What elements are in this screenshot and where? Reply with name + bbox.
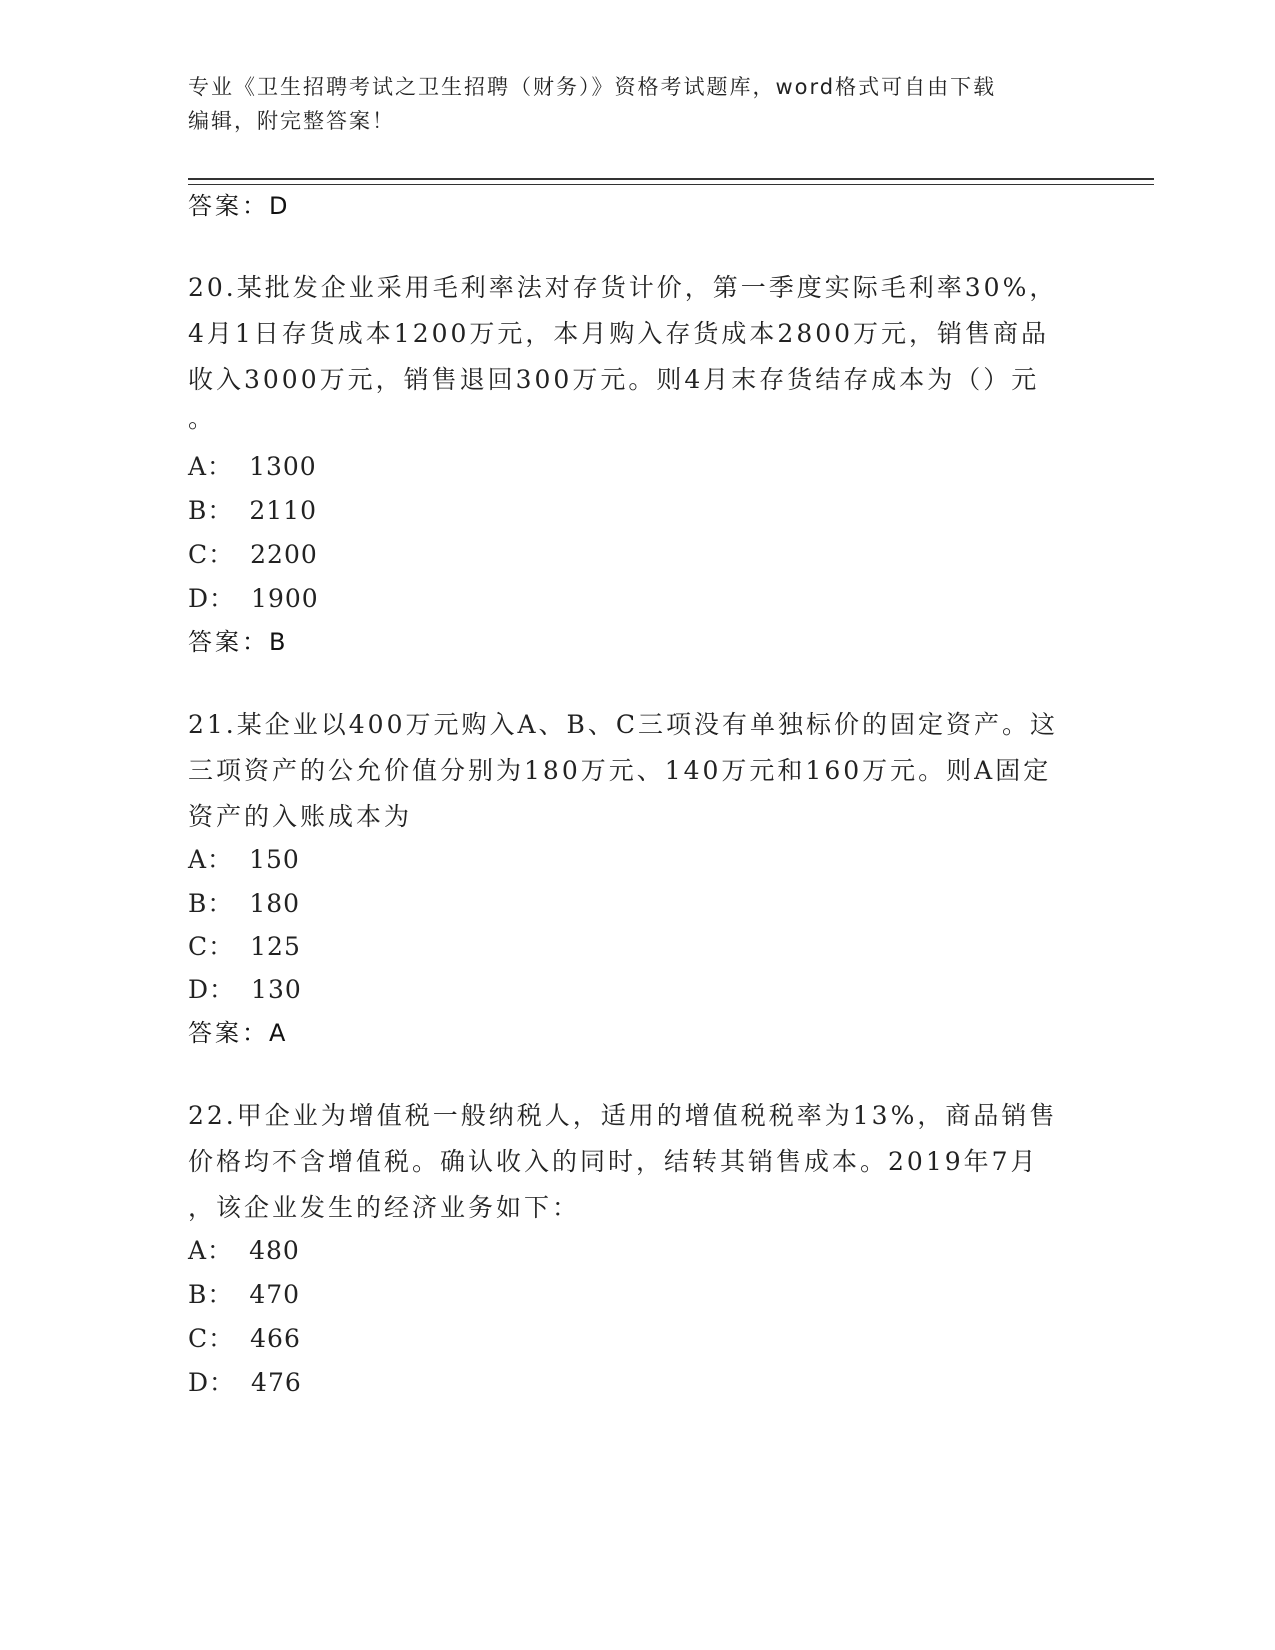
question-22-option-b — [188, 1275, 300, 1311]
option-value: 180 — [249, 889, 301, 918]
stem-line: 资产的入账成本为 — [188, 802, 413, 831]
option-key: B： — [188, 496, 234, 525]
option-key: C： — [188, 540, 235, 569]
option-key: C： — [188, 932, 235, 961]
header-divider-thin — [188, 184, 1154, 185]
stem-line: 。 — [188, 404, 217, 433]
option-value: 125 — [250, 932, 301, 961]
option-value: 466 — [250, 1324, 301, 1353]
option-value: 130 — [251, 975, 302, 1004]
option-value: 1300 — [249, 452, 317, 481]
question-20-option-a — [188, 447, 317, 483]
stem-line: 三项资产的公允价值分别为180万元、140万元和160万元。则A固定 — [188, 756, 1052, 785]
option-key: A： — [188, 845, 234, 874]
option-key: D： — [188, 975, 236, 1004]
stem-line: ，该企业发生的经济业务如下： — [188, 1193, 581, 1222]
question-21-option-a — [188, 840, 300, 876]
question-20-option-d — [188, 579, 319, 615]
option-key: D： — [188, 1368, 236, 1397]
question-20-option-b — [188, 491, 317, 527]
stem-line: 21.某企业以400万元购入A、B、C三项没有单独标价的固定资产。这 — [188, 710, 1059, 739]
option-key: B： — [188, 889, 234, 918]
option-value: 470 — [249, 1280, 301, 1309]
header-divider-thick — [188, 178, 1154, 180]
stem-line: 4月1日存货成本1200万元，本月购入存货成本2800万元，销售商品 — [188, 319, 1050, 348]
option-key: A： — [188, 452, 234, 481]
stem-line: 收入3000万元，销售退回300万元。则4月末存货结存成本为（）元 — [188, 365, 1040, 394]
question-20-option-c — [188, 535, 318, 571]
page-header — [188, 70, 1088, 138]
option-key: A： — [188, 1236, 234, 1265]
answer-value: B — [269, 628, 287, 656]
stem-line: 价格均不含增值税。确认收入的同时，结转其销售成本。2019年7月 — [188, 1147, 1039, 1176]
option-key: D： — [188, 584, 236, 613]
question-22-stem — [188, 1093, 1088, 1231]
option-key: B： — [188, 1280, 234, 1309]
question-22-option-d — [188, 1363, 302, 1399]
option-value: 1900 — [251, 584, 319, 613]
question-20-answer — [188, 622, 286, 657]
question-22-option-c — [188, 1319, 301, 1355]
question-21-option-d — [188, 970, 302, 1006]
question-22-option-a — [188, 1231, 300, 1267]
answer-value: D — [269, 192, 289, 220]
question-21-option-b — [188, 884, 300, 920]
answer-label: 答案： — [188, 628, 269, 656]
option-value: 150 — [249, 845, 300, 874]
answer-line-prev — [188, 186, 288, 221]
question-20-stem — [188, 265, 1088, 435]
answer-value: A — [269, 1019, 287, 1047]
answer-label: 答案： — [188, 192, 269, 220]
question-21-stem — [188, 702, 1088, 840]
question-21-option-c — [188, 927, 301, 963]
option-key: C： — [188, 1324, 235, 1353]
stem-line: 22.甲企业为增值税一般纳税人，适用的增值税税率为13%，商品销售 — [188, 1101, 1058, 1130]
stem-line: 20.某批发企业采用毛利率法对存货计价，第一季度实际毛利率30%， — [188, 273, 1058, 302]
option-value: 2200 — [250, 540, 318, 569]
option-value: 480 — [249, 1236, 300, 1265]
question-21-answer — [188, 1013, 286, 1048]
header-line-2: 编辑，附完整答案！ — [188, 109, 395, 133]
header-line-1: 专业《卫生招聘考试之卫生招聘（财务）》资格考试题库，word格式可自由下载 — [188, 75, 997, 99]
option-value: 476 — [251, 1368, 302, 1397]
answer-label: 答案： — [188, 1019, 269, 1047]
option-value: 2110 — [249, 496, 317, 525]
